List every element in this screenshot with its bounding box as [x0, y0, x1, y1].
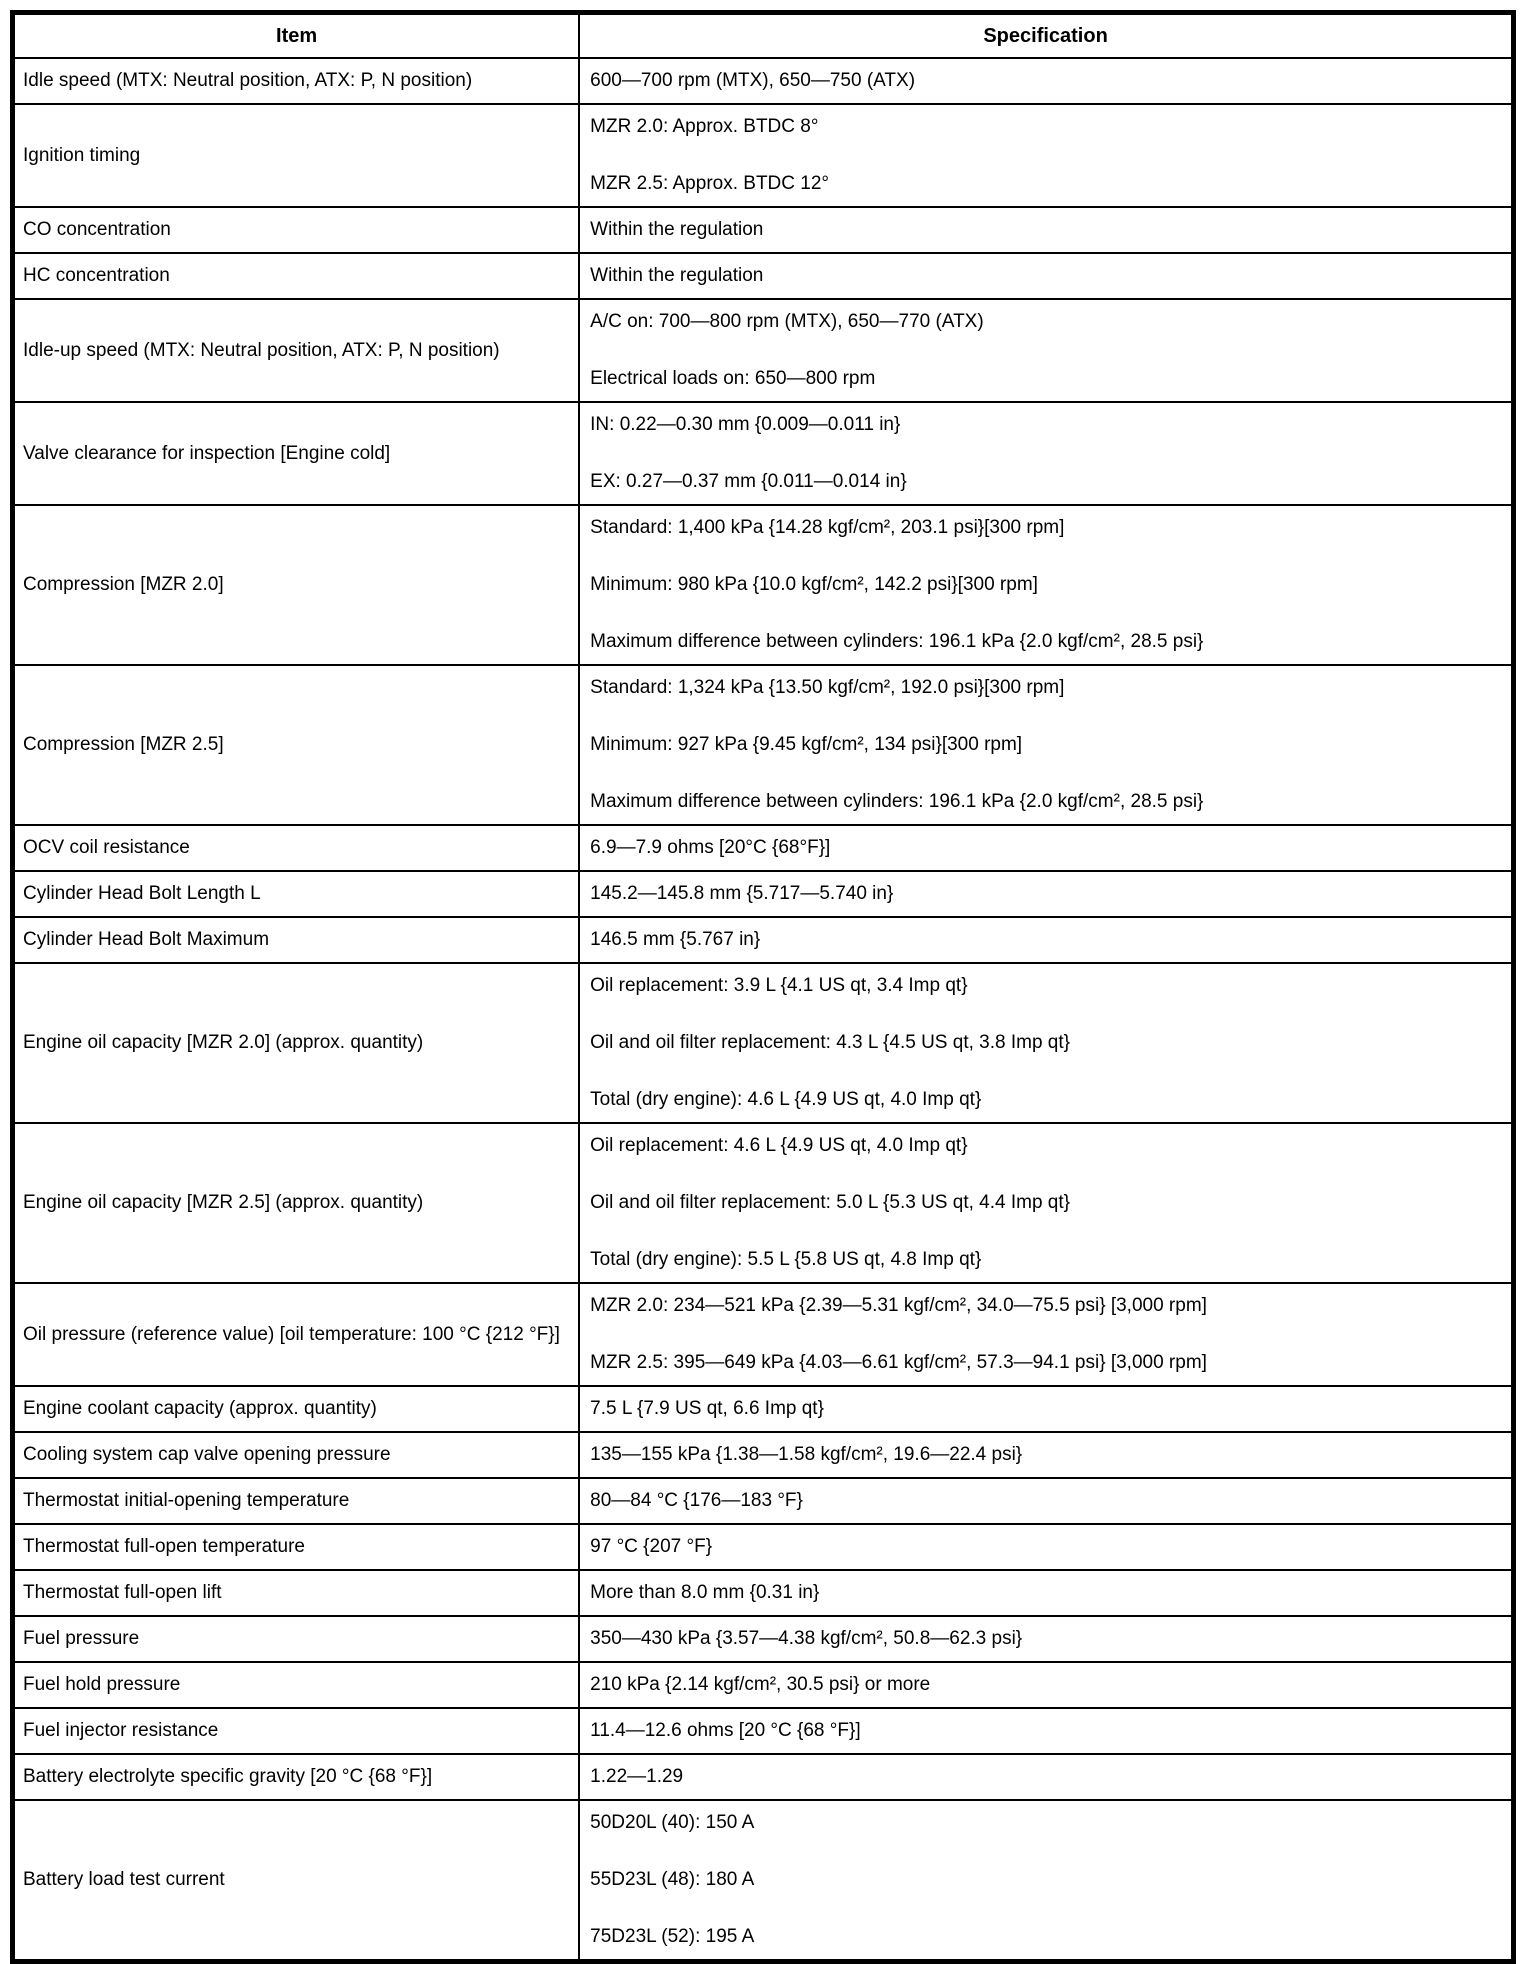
- item-cell: OCV coil resistance: [13, 825, 580, 871]
- table-row: [13, 825, 1514, 871]
- spec-line: Oil and oil filter replacement: 5.0 L {5.3 US qt, 4.4 Imp qt}: [590, 1192, 1070, 1213]
- spec-line: Maximum difference between cylinders: 196.1 kPa {2.0 kgf/cm², 28.5 psi}: [590, 791, 1204, 812]
- item-cell: Thermostat initial-opening temperature: [13, 1478, 580, 1524]
- table-row: [13, 402, 1514, 505]
- spec-line: Standard: 1,400 kPa {14.28 kgf/cm², 203.1 psi}[300 rpm]: [590, 517, 1065, 538]
- table-row: [13, 1616, 1514, 1662]
- spec-cell: [579, 665, 1513, 825]
- item-cell: Thermostat full-open lift: [13, 1570, 580, 1616]
- spec-cell: [579, 917, 1513, 963]
- spec-line: MZR 2.5: Approx. BTDC 12°: [590, 173, 830, 194]
- spec-cell: [579, 104, 1513, 207]
- item-cell: Battery load test current: [13, 1800, 580, 1962]
- spec-line: 210 kPa {2.14 kgf/cm², 30.5 psi} or more: [590, 1674, 931, 1695]
- table-row: [13, 253, 1514, 299]
- table-row: [13, 665, 1514, 825]
- spec-cell: [579, 58, 1513, 104]
- spec-cell: [579, 825, 1513, 871]
- item-cell: Oil pressure (reference value) [oil temperature: 100 °C {212 °F}]: [13, 1283, 580, 1386]
- spec-line: 135—155 kPa {1.38—1.58 kgf/cm², 19.6—22.4 psi}: [590, 1444, 1023, 1465]
- spec-cell: [579, 871, 1513, 917]
- spec-line: EX: 0.27—0.37 mm {0.011—0.014 in}: [590, 471, 907, 492]
- spec-line: 1.22—1.29: [590, 1766, 684, 1787]
- spec-line: Electrical loads on: 650—800 rpm: [590, 368, 876, 389]
- table-row: [13, 1570, 1514, 1616]
- table-row: [13, 917, 1514, 963]
- item-cell: Engine oil capacity [MZR 2.5] (approx. quantity): [13, 1123, 580, 1283]
- table-row: [13, 104, 1514, 207]
- item-cell: HC concentration: [13, 253, 580, 299]
- spec-line: 146.5 mm {5.767 in}: [590, 929, 761, 950]
- table-header: [13, 13, 1514, 59]
- spec-cell: [579, 1478, 1513, 1524]
- table-row: [13, 1800, 1514, 1962]
- header-row: [13, 13, 1514, 59]
- spec-line: MZR 2.5: 395—649 kPa {4.03—6.61 kgf/cm², 57.3—94.1 psi} [3,000 rpm]: [590, 1352, 1207, 1373]
- table-row: [13, 505, 1514, 665]
- spec-cell: [579, 1283, 1513, 1386]
- spec-line: Minimum: 927 kPa {9.45 kgf/cm², 134 psi}[300 rpm]: [590, 734, 1023, 755]
- spec-line: Within the regulation: [590, 219, 764, 240]
- table-row: [13, 58, 1514, 104]
- spec-line: 75D23L (52): 195 A: [590, 1926, 755, 1947]
- spec-line: 6.9—7.9 ohms [20°C {68°F}]: [590, 837, 831, 858]
- table-row: [13, 207, 1514, 253]
- spec-line: More than 8.0 mm {0.31 in}: [590, 1582, 820, 1603]
- item-cell: CO concentration: [13, 207, 580, 253]
- item-cell: Cooling system cap valve opening pressure: [13, 1432, 580, 1478]
- spec-line: Standard: 1,324 kPa {13.50 kgf/cm², 192.0 psi}[300 rpm]: [590, 677, 1065, 698]
- spec-line: Oil replacement: 3.9 L {4.1 US qt, 3.4 Imp qt}: [590, 975, 968, 996]
- item-cell: Compression [MZR 2.0]: [13, 505, 580, 665]
- table-row: [13, 1386, 1514, 1432]
- spec-cell: [579, 1662, 1513, 1708]
- spec-line: 50D20L (40): 150 A: [590, 1812, 755, 1833]
- spec-table-body: [13, 58, 1514, 1962]
- spec-cell: [579, 1616, 1513, 1662]
- spec-cell: [579, 253, 1513, 299]
- item-cell: Fuel injector resistance: [13, 1708, 580, 1754]
- table-row: [13, 1123, 1514, 1283]
- table-row: [13, 1662, 1514, 1708]
- spec-cell: [579, 505, 1513, 665]
- spec-line: MZR 2.0: 234—521 kPa {2.39—5.31 kgf/cm², 34.0—75.5 psi} [3,000 rpm]: [590, 1295, 1207, 1316]
- spec-cell: [579, 1800, 1513, 1962]
- spec-line: 145.2—145.8 mm {5.717—5.740 in}: [590, 883, 894, 904]
- spec-line: 600—700 rpm (MTX), 650—750 (ATX): [590, 70, 916, 91]
- table-row: [13, 1283, 1514, 1386]
- specification-table: [10, 10, 1516, 1964]
- spec-line: Minimum: 980 kPa {10.0 kgf/cm², 142.2 psi}[300 rpm]: [590, 574, 1038, 595]
- spec-cell: [579, 1386, 1513, 1432]
- spec-cell: [579, 1524, 1513, 1570]
- spec-cell: [579, 299, 1513, 402]
- item-cell: Engine coolant capacity (approx. quantity): [13, 1386, 580, 1432]
- item-cell: Idle-up speed (MTX: Neutral position, ATX: P, N position): [13, 299, 580, 402]
- table-row: [13, 1432, 1514, 1478]
- spec-cell: [579, 1570, 1513, 1616]
- item-cell: Valve clearance for inspection [Engine cold]: [13, 402, 580, 505]
- item-cell: Idle speed (MTX: Neutral position, ATX: P, N position): [13, 58, 580, 104]
- spec-line: 350—430 kPa {3.57—4.38 kgf/cm², 50.8—62.3 psi}: [590, 1628, 1023, 1649]
- spec-line: Total (dry engine): 4.6 L {4.9 US qt, 4.0 Imp qt}: [590, 1089, 982, 1110]
- item-cell: Fuel pressure: [13, 1616, 580, 1662]
- table-row: [13, 1478, 1514, 1524]
- item-cell: Ignition timing: [13, 104, 580, 207]
- item-cell: Battery electrolyte specific gravity [20 °C {68 °F}]: [13, 1754, 580, 1800]
- spec-line: Within the regulation: [590, 265, 764, 286]
- spec-line: Maximum difference between cylinders: 196.1 kPa {2.0 kgf/cm², 28.5 psi}: [590, 631, 1204, 652]
- spec-line: MZR 2.0: Approx. BTDC 8°: [590, 116, 819, 137]
- spec-line: 55D23L (48): 180 A: [590, 1869, 755, 1890]
- spec-cell: [579, 1432, 1513, 1478]
- item-cell: Cylinder Head Bolt Maximum: [13, 917, 580, 963]
- item-cell: Cylinder Head Bolt Length L: [13, 871, 580, 917]
- spec-line: 80—84 °C {176—183 °F}: [590, 1490, 803, 1511]
- table-row: [13, 871, 1514, 917]
- table-row: [13, 963, 1514, 1123]
- spec-line: IN: 0.22—0.30 mm {0.009—0.011 in}: [590, 414, 901, 435]
- item-cell: Engine oil capacity [MZR 2.0] (approx. quantity): [13, 963, 580, 1123]
- table-row: [13, 299, 1514, 402]
- spec-line: Oil and oil filter replacement: 4.3 L {4.5 US qt, 3.8 Imp qt}: [590, 1032, 1070, 1053]
- table-row: [13, 1524, 1514, 1570]
- item-cell: Compression [MZR 2.5]: [13, 665, 580, 825]
- item-cell: Fuel hold pressure: [13, 1662, 580, 1708]
- spec-line: Total (dry engine): 5.5 L {5.8 US qt, 4.8 Imp qt}: [590, 1249, 982, 1270]
- spec-line: 11.4—12.6 ohms [20 °C {68 °F}]: [590, 1720, 861, 1741]
- specification-column-header: Specification: [579, 13, 1513, 59]
- spec-line: Oil replacement: 4.6 L {4.9 US qt, 4.0 Imp qt}: [590, 1135, 968, 1156]
- spec-line: 7.5 L {7.9 US qt, 6.6 Imp qt}: [590, 1398, 824, 1419]
- table-row: [13, 1708, 1514, 1754]
- spec-cell: [579, 1754, 1513, 1800]
- spec-cell: [579, 963, 1513, 1123]
- spec-cell: [579, 207, 1513, 253]
- spec-cell: [579, 1123, 1513, 1283]
- spec-cell: [579, 402, 1513, 505]
- spec-line: 97 °C {207 °F}: [590, 1536, 713, 1557]
- item-column-header: Item: [13, 13, 580, 59]
- spec-line: A/C on: 700—800 rpm (MTX), 650—770 (ATX): [590, 311, 984, 332]
- item-cell: Thermostat full-open temperature: [13, 1524, 580, 1570]
- table-row: [13, 1754, 1514, 1800]
- spec-cell: [579, 1708, 1513, 1754]
